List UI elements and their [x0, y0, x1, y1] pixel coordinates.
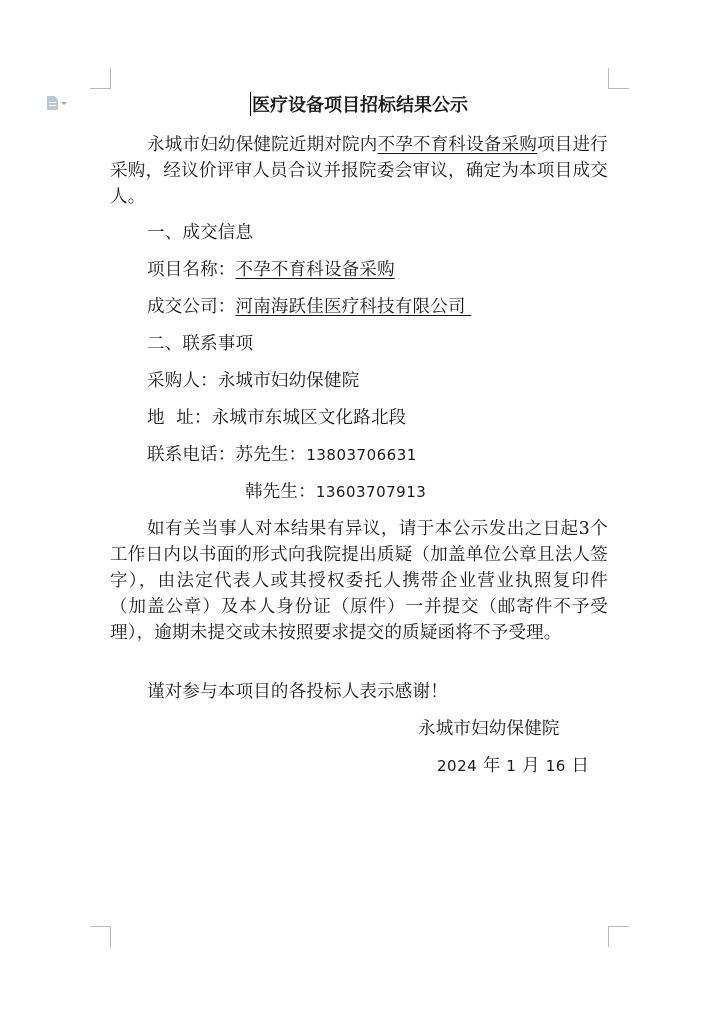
crop-mark-bottom-right: [608, 926, 629, 947]
objection-paragraph: 如有关当事人对本结果有异议，请于本公示发出之日起3个工作日内以书面的形式向我院提出质疑（加盖单位公章且法人签字），由法定代表人或其授权委托人携带企业营业执照复印件（加盖公章）及本人身份证（原件）一并提交（邮寄件不予受理），逾期未提交或未按照要求提交的质疑函将不予受理。: [110, 519, 608, 643]
date-year: 2024: [437, 757, 478, 775]
crop-mark-bottom-left: [90, 926, 111, 947]
project-name-row: [110, 257, 645, 283]
intro-after: 项目进行采购，经议价评审人员合议并报院委会审议，确定为本项目成交人。: [110, 135, 608, 207]
address-value: 永城市东城区文化路北段: [211, 408, 407, 428]
buyer-value: 永城市妇幼保健院: [217, 371, 360, 391]
chevron-down-icon: [61, 102, 67, 105]
buyer-label: 采购人：: [147, 371, 218, 391]
section1-heading: 一、成交信息: [147, 223, 254, 243]
text-cursor: [250, 92, 251, 116]
buyer-row: [110, 368, 645, 394]
intro-before: 永城市妇幼保健院近期对院内: [147, 135, 378, 155]
date-year-unit: 年: [477, 756, 507, 776]
date-month-unit: 月: [516, 756, 546, 776]
intro-paragraph: [110, 132, 608, 210]
contact1-name: 苏先生：: [235, 445, 307, 465]
address-label: 地 址：: [147, 408, 212, 428]
company-value: 河南海跃佳医疗科技有限公司: [235, 297, 472, 317]
thanks-line: 谨对参与本项目的各投标人表示感谢！: [147, 682, 448, 702]
page-title: [110, 92, 608, 119]
phone-label: 联系电话：: [147, 445, 236, 465]
date-month: 1: [506, 757, 517, 775]
phone-row: [110, 442, 645, 468]
intro-project-name: 不孕不育科设备采购: [377, 135, 538, 155]
phone-row-2: [110, 479, 717, 505]
project-name-value: 不孕不育科设备采购: [235, 260, 395, 280]
signature-org: 永城市妇幼保健院: [418, 719, 560, 739]
crop-mark-top-right: [608, 68, 629, 89]
contact2-name: 韩先生：: [245, 482, 316, 502]
company-row: [110, 294, 645, 320]
company-label: 成交公司：: [147, 297, 236, 317]
project-name-label: 项目名称：: [147, 260, 236, 280]
contact2-phone: 13603707913: [315, 483, 427, 501]
address-row: [110, 405, 645, 431]
date-day-unit: 日: [565, 756, 590, 776]
section2-heading: 二、联系事项: [147, 334, 254, 354]
document-icon[interactable]: [47, 95, 77, 111]
page-title-text: 医疗设备项目招标结果公示: [252, 95, 468, 116]
signature-date: [437, 753, 608, 779]
crop-mark-top-left: [90, 68, 111, 89]
date-day: 16: [545, 757, 566, 775]
document-sheet-icon: [47, 96, 58, 110]
contact1-phone: 13803706631: [306, 446, 417, 464]
